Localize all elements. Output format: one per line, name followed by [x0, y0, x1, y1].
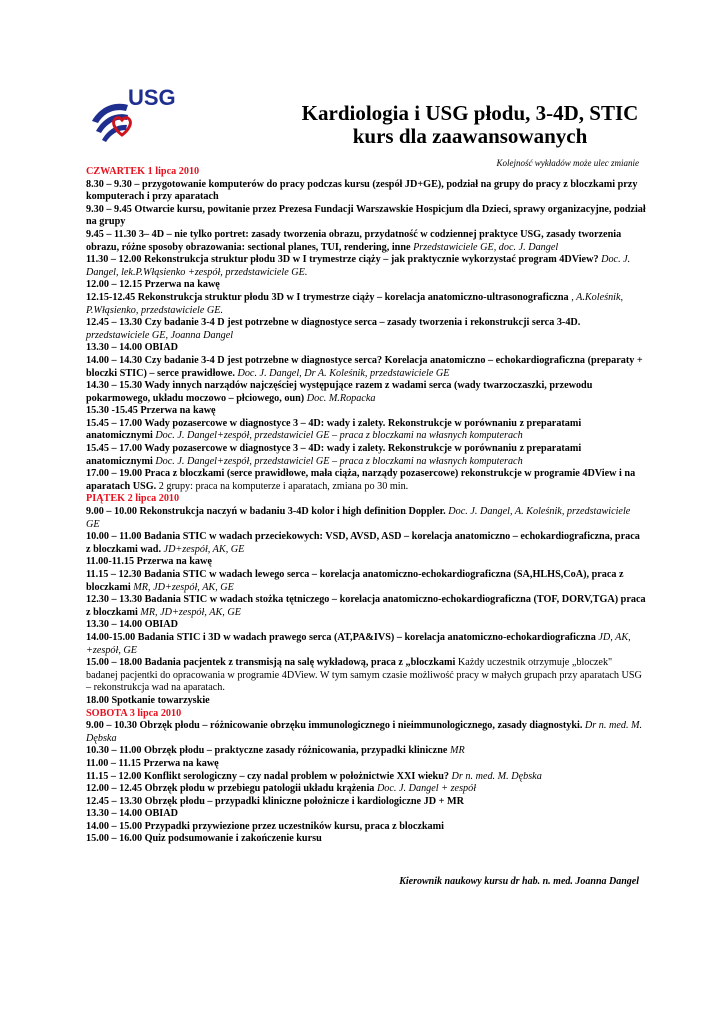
schedule-item [86, 405, 646, 418]
item-speakers: Doc. J. Dangel+zespół, przedstawiciel GE – praca z bloczkami na własnych komputerach [155, 455, 523, 467]
item-title: 11.15 – 12.00 Konflikt serologiczny – czy nadal problem w położnictwie XXI wieku? [86, 770, 449, 782]
schedule-item [86, 317, 646, 342]
item-speakers: przedstawiciele GE, Joanna Dangel [86, 329, 234, 341]
schedule-item [86, 254, 646, 279]
schedule-item [86, 695, 646, 708]
item-title: 15.45 – 17.00 Wady pozasercowe w diagnostyce 3 – 4D: wady i zalety. Rekonstrukcje w porównaniu z preparatami anatomicznymi [86, 417, 582, 442]
item-speakers: Doc. J. Dangel, Dr A. Koleśnik, przedstawiciele GE [237, 367, 450, 379]
schedule [86, 166, 646, 846]
item-speakers: Dr n. med. M. Dębska [86, 720, 643, 744]
item-note: 2 grupy: praca na komputerze i aparatach, zmiana po 30 min. [158, 480, 409, 492]
item-title: 12.45 – 13.30 Obrzęk płodu – przypadki kliniczne położnicze i kardiologiczne JD + MR [86, 795, 464, 807]
item-speakers: Dr n. med. M. Dębska [451, 770, 542, 782]
item-speakers: JD, AK, +zespół, GE [86, 631, 631, 656]
schedule-item [86, 279, 646, 292]
logo-text: USG [128, 85, 176, 110]
schedule-item [86, 443, 646, 468]
schedule-item [86, 657, 646, 695]
schedule-item [86, 342, 646, 355]
item-title: 15.00 – 18.00 Badania pacjentek z transmisją na salę wykładową, praca z „bloczkami [86, 657, 456, 669]
schedule-item [86, 204, 646, 229]
item-title: 12.45 – 13.30 Czy badanie 3-4 D jest potrzebne w diagnostyce serca – zasady tworzenia i rekonstrukcji serca 3-4D. [86, 317, 581, 329]
item-title: 14.30 – 15.30 Wady innych narządów najczęściej występujące razem z wadami serca (wady twarzoczaszki, przewodu pokarmowego, układu moczowo – płciowego, oun) [86, 380, 593, 404]
item-speakers: Doc. M.Ropacka [306, 392, 376, 404]
usg-logo [86, 85, 186, 155]
schedule-item [86, 796, 646, 809]
item-title: 12.15-12.45 Rekonstrukcja struktur płodu 3D w I trymestrze ciąży – korelacja anatomiczno-ultrasonograficzna [86, 291, 569, 303]
day-heading: CZWARTEK 1 lipca 2010 [86, 166, 200, 177]
item-title: 13.30 – 14.00 OBIAD [86, 619, 178, 631]
item-speakers: Doc. J. Dangel+zespół, przedstawiciel GE – praca z bloczkami na własnych komputerach [155, 430, 523, 442]
item-title: 13.30 – 14.00 OBIAD [86, 808, 178, 820]
schedule-item [86, 619, 646, 632]
schedule-item [86, 808, 646, 821]
page-title [260, 102, 680, 148]
item-title: 10.00 – 11.00 Badania STIC w wadach przeciekowych: VSD, AVSD, ASD – korelacja anatomiczno – echokardiograficzna, praca z bloczkami wad. [86, 531, 640, 555]
schedule-item [86, 355, 646, 380]
schedule-item [86, 531, 646, 556]
schedule-item [86, 380, 646, 405]
item-speakers: JD+zespół, AK, GE [163, 543, 245, 555]
usg-logo-graphic [86, 85, 186, 155]
item-title: 12.30 – 13.30 Badania STIC w wadach stożka tętniczego – korelacja anatomiczno-echokardiograficzna (TOF, DORV,TGA) praca z bloczkami [86, 594, 646, 618]
item-title: 18.00 Spotkanie towarzyskie [86, 694, 210, 706]
schedule-item [86, 292, 646, 317]
order-note: Kolejność wykładów może ulec zmianie [496, 158, 639, 168]
schedule-item [86, 783, 646, 796]
schedule-item [86, 179, 646, 204]
schedule-item [86, 632, 646, 657]
item-title: 11.30 – 12.00 Rekonstrukcja struktur płodu 3D w I trymestrze ciąży – jak praktycznie wykorzystać program 4DView? [86, 254, 599, 266]
item-title: 11.00 – 11.15 Przerwa na kawę [86, 757, 219, 769]
schedule-item [86, 833, 646, 846]
item-title: 12.00 – 12.45 Obrzęk płodu w przebiegu patologii układu krążenia [86, 783, 375, 795]
item-title: 12.00 – 12.15 Przerwa na kawę [86, 279, 220, 291]
item-speakers: Doc. J. Dangel, lek.P.Włąsienko +zespół, przedstawiciele GE. [86, 254, 631, 278]
item-speakers: Doc. J. Dangel, A. Koleśnik, przedstawiciele GE [86, 506, 631, 530]
item-speakers: MR [449, 745, 465, 757]
item-title: 15.45 – 17.00 Wady pozasercowe w diagnostyce 3 – 4D: wady i zalety. Rekonstrukcje w porównaniu z preparatami anatomicznymi [86, 443, 582, 467]
day-heading: PIĄTEK 2 lipca 2010 [86, 493, 180, 505]
item-title: 14.00 – 15.00 Przypadki przywiezione przez uczestników kursu, praca z bloczkami [86, 820, 444, 832]
item-title: 17.00 – 19.00 Praca z bloczkami (serce prawidłowe, mała ciąża, narządy pozasercowe) rekonstrukcje w programie 4DView i na aparatach USG. [86, 468, 636, 492]
schedule-item [86, 720, 646, 745]
item-title: 9.45 – 11.30 3– 4D – nie tylko portret: zasady tworzenia obrazu, przydatność w codziennej praktyce USG, zasady tworzenia obrazu, różne sposoby obrazowania: sectional planes, TUI, rendering, inne [86, 228, 622, 253]
course-director: Kierownik naukowy kursu dr hab. n. med. Joanna Dangel [399, 876, 639, 887]
item-speakers: MR, JD+zespół, AK, GE [140, 606, 241, 618]
item-title: 14.00 – 14.30 Czy badanie 3-4 D jest potrzebne w diagnostyce serca? Korelacja anatomiczno – echokardiograficzna (preparaty + bloczki STIC) – serce prawidłowe. [86, 354, 643, 379]
item-title: 10.30 – 11.00 Obrzęk płodu – praktyczne zasady różnicowania, przypadki kliniczne [86, 745, 448, 757]
item-speakers: Przedstawiciele GE, doc. J. Dangel [413, 241, 559, 253]
item-title: 8.30 – 9.30 – przygotowanie komputerów do pracy podczas kursu (zespół JD+GE), podział na grupy do pracy z bloczkami przy komputerach i przy aparatach [86, 178, 638, 203]
schedule-item [86, 758, 646, 771]
item-title: 13.30 – 14.00 OBIAD [86, 342, 178, 354]
item-note: Każdy uczestnik otrzymuje „bloczek" badanej pacjentki do opracowania w programie 4DView. W tym samym czasie możliwość pracy w małych grupach przy aparatach USG – rekonstrukcja wad na aparatach. [86, 657, 642, 694]
item-title: 15.30 -15.45 Przerwa na kawę [86, 405, 216, 417]
item-speakers: MR, JD+zespół, AK, GE [133, 581, 234, 593]
item-title: 15.00 – 16.00 Quiz podsumowanie i zakończenie kursu [86, 833, 322, 845]
item-title: 9.00 – 10.00 Rekonstrukcja naczyń w badaniu 3-4D kolor i high definition Doppler. [86, 506, 446, 518]
title-line-2: kurs dla zaawansowanych [352, 124, 588, 148]
schedule-item [86, 229, 646, 254]
schedule-item [86, 556, 646, 569]
item-speakers: , A.Koleśnik, P.Włąsienko, przedstawiciele GE. [86, 291, 624, 316]
item-title: 11.00-11.15 Przerwa na kawę [86, 556, 212, 568]
schedule-item [86, 569, 646, 594]
item-title: 14.00-15.00 Badania STIC i 3D w wadach prawego serca (AT,PA&IVS) – korelacja anatomiczno-echokardiograficzna [86, 631, 596, 643]
item-title: 9.30 – 9.45 Otwarcie kursu, powitanie przez Prezesa Fundacji Warszawskie Hospicjum dla Dzieci, sprawy organizacyjne, podział na grupy [86, 203, 646, 228]
title-line-1: Kardiologia i USG płodu, 3-4D, STIC [301, 101, 639, 125]
schedule-item [86, 468, 646, 493]
schedule-item [86, 821, 646, 834]
day-heading: SOBOTA 3 lipca 2010 [86, 707, 182, 719]
schedule-item [86, 771, 646, 784]
item-title: 11.15 – 12.30 Badania STIC w wadach lewego serca – korelacja anatomiczno-echokardiograficzna (SA,HLHS,CoA), praca z bloczkami [86, 569, 624, 593]
item-speakers: Doc. J. Dangel + zespół [376, 783, 477, 795]
schedule-item [86, 745, 646, 758]
item-title: 9.00 – 10.30 Obrzęk płodu – różnicowanie obrzęku immunologicznego i nieimmunologicznego, zasady diagnostyki. [86, 720, 583, 732]
schedule-item [86, 594, 646, 619]
schedule-item [86, 506, 646, 531]
schedule-item [86, 418, 646, 443]
